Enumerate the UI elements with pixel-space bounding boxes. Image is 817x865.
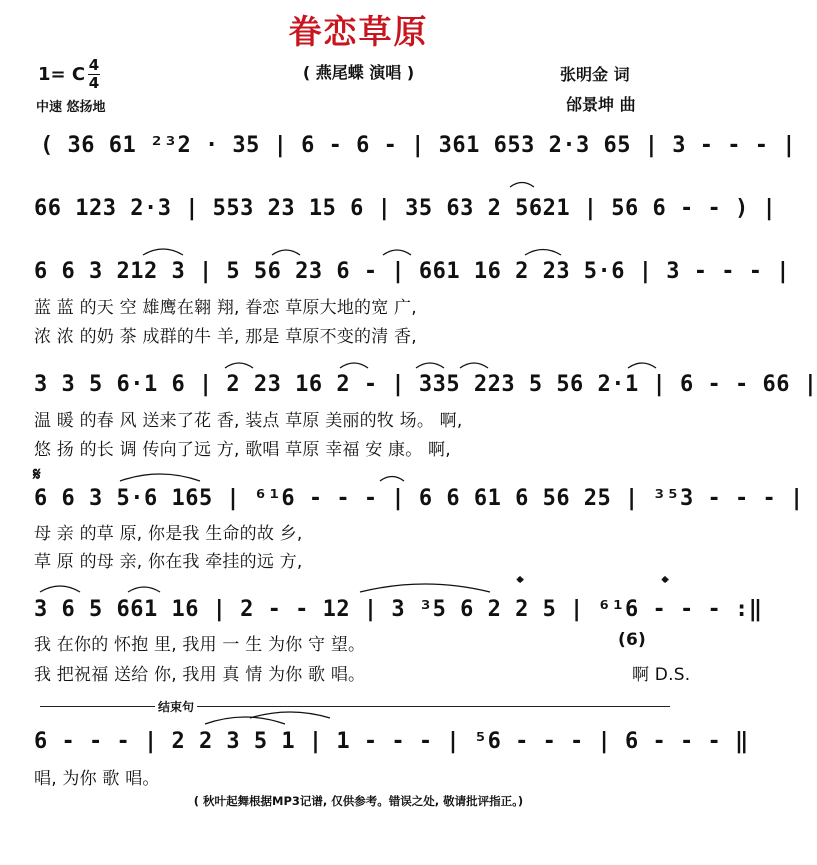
ds-marking: 啊 D.S. [632,665,691,685]
lyricist-credit: 张明金 词 [560,65,630,84]
coda-sign-1: 𝄌 [517,573,524,594]
slur-arc [383,250,411,255]
score-row-4: 3 3 5 6·1 6 | 2 23 16 2 - | 335 223 5 56 2·1 | 6 - - 66 | [34,372,817,397]
slur-arc [510,183,534,188]
slur-arc [525,250,561,256]
singer-line: ( 燕尾蝶 演唱 ) [302,63,415,82]
slur-arc [380,477,404,482]
score-row-5: 6 6 3 5·6 165 | ⁶¹6 - - - | 6 6 61 6 56 25 | ³⁵3 - - - | [34,486,804,511]
slur-arc [128,587,160,592]
lyric-row-6-verse-1: 我 在你的 怀抱 里, 我用 一 生 为你 守 望。 [34,635,366,655]
slur-arc [416,363,444,368]
tempo-marking: 中速 悠扬地 [36,100,106,115]
score-row-3: 6 6 3 212 3 | 5 56 23 6 - | 661 16 2 23 5·6 | 3 - - - | [34,259,790,284]
key-label: 1= C [38,64,86,85]
score-row-2: 66 123 2·3 | 553 23 15 6 | 35 63 2 5621 | 56 6 - - ) | [34,196,777,221]
slur-arc [340,363,368,368]
slur-arc [40,586,80,592]
slur-arc [205,717,285,724]
time-sig-top: 4 [88,56,100,74]
coda-sign-2: 𝄌 [662,573,669,594]
lyric-row-4-verse-1: 温 暖 的春 风 送来了花 香, 装点 草原 美丽的牧 场。 啊, [34,411,463,431]
lyric-row-3-verse-2: 浓 浓 的奶 茶 成群的牛 羊, 那是 草原不变的清 香, [34,327,417,347]
lyric-row-4-verse-2: 悠 扬 的长 调 传向了远 方, 歌唱 草原 幸福 安 康。 啊, [34,440,451,460]
slur-arc [360,584,490,592]
transcriber-footnote: ( 秋叶起舞根据MP3记谱, 仅供参考。错误之处, 敬请批评指正。) [193,794,524,808]
slur-arc [460,363,488,368]
lyric-row-5-verse-1: 母 亲 的草 原, 你是我 生命的故 乡, [34,524,303,544]
lyric-row-6-verse-2: 我 把祝福 送给 你, 我用 真 情 为你 歌 唱。 [34,665,366,685]
slur-arc [250,712,330,718]
score-row-6: 3 6 5 661 16 | 2 - - 12 | 3 ³5 6 2 2 5 | ⁶¹6 - - - :‖ [34,597,763,622]
segno-sign: 𝄋 [33,464,41,485]
score-row-1: ( 36 61 ²³2 · 35 | 6 - 6 - | 361 653 2·3 65 | 3 - - - | [40,133,796,158]
time-sig-bottom: 4 [88,74,100,92]
repeat-note-paren: (6) [618,630,646,650]
slur-arc [225,363,253,368]
slur-arc [143,249,183,255]
slur-arc [120,474,200,481]
slur-arc [272,250,300,255]
score-row-7: 6 - - - | 2 2 3 5 1 | 1 - - - | ⁵6 - - - | 6 - - - ‖ [34,729,749,754]
slur-arc [628,363,656,368]
lyric-row-5-verse-2: 草 原 的母 亲, 你在我 牵挂的远 方, [34,552,303,572]
ending-phrase-label: 结束句 [155,698,197,715]
composer-credit: 邰景坤 曲 [566,95,636,114]
lyric-row-3-verse-1: 蓝 蓝 的天 空 雄鹰在翱 翔, 眷恋 草原大地的宽 广, [34,298,417,318]
lyric-row-7: 唱, 为你 歌 唱。 [34,769,160,789]
song-title: 眷恋草原 [288,12,429,51]
